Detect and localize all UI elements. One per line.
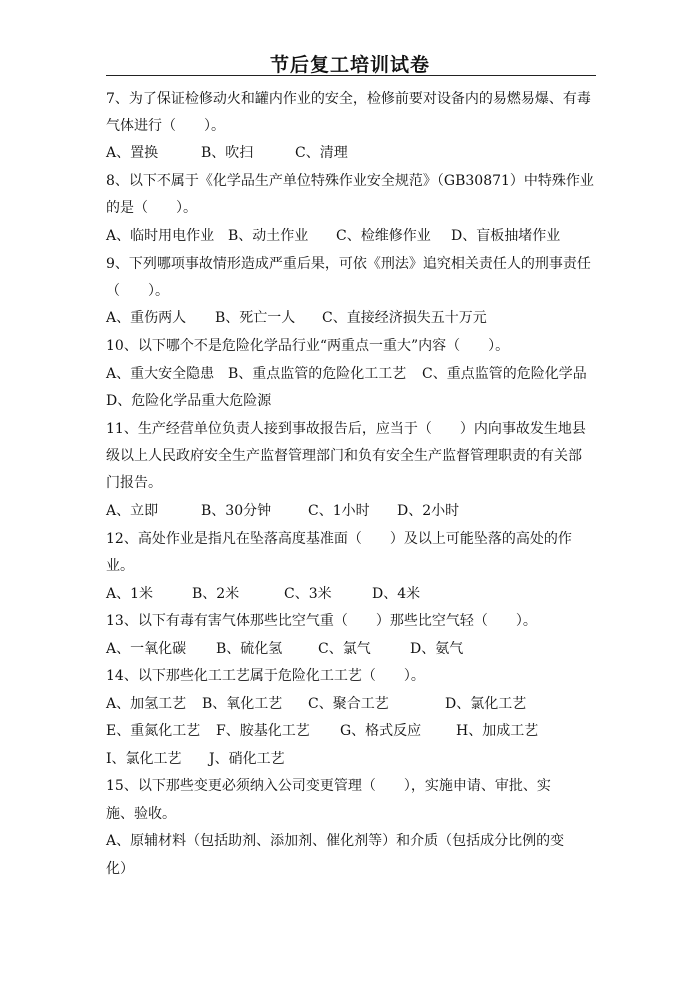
option-j: J、硝化工艺: [209, 751, 285, 767]
question-8-options: [106, 225, 596, 247]
question-11-stem-line-1: 11、生产经营单位负责人接到事故报告后，应当于（ ）内向事故发生地县: [106, 421, 586, 437]
option-d: D、盲板抽堵作业: [451, 228, 561, 244]
question-10-options-line-1: [106, 363, 596, 385]
option-d: D、氯化工艺: [445, 696, 527, 712]
option-b: B、动土作业: [228, 228, 309, 244]
option-b: B、2米: [192, 586, 240, 602]
question-15-stem-line-2: 施、验收。: [106, 806, 176, 822]
option-a: A、1米: [106, 586, 154, 602]
option-c: C、重点监管的危险化学品: [422, 366, 587, 382]
question-7-options: [106, 142, 596, 164]
option-e: E、重氮化工艺: [106, 723, 201, 739]
option-b: B、硫化氢: [216, 641, 283, 657]
question-14-stem-line-1: 14、以下那些化工工艺属于危险化工工艺（ ）。: [106, 668, 425, 684]
option-b: B、氧化工艺: [202, 696, 283, 712]
question-10-stem-line-1: 10、以下哪个不是危险化学品行业“两重点一重大”内容（ ）。: [106, 338, 510, 354]
question-11-stem-line-3: 门报告。: [106, 475, 162, 491]
option-i: I、氯化工艺: [106, 751, 182, 767]
option-g: G、格式反应: [340, 723, 422, 739]
option-b: B、重点监管的危险化工工艺: [228, 366, 407, 382]
question-12-stem-line-1: 12、高处作业是指凡在坠落高度基准面（ ）及以上可能坠落的高处的作: [106, 531, 572, 547]
option-d: D、2小时: [397, 503, 460, 519]
exam-title: 节后复工培训试卷: [269, 54, 430, 76]
question-15-stem-line-1: 15、以下那些变更必须纳入公司变更管理（ ），实施申请、审批、实: [106, 778, 551, 794]
option-a: A、加氢工艺: [106, 696, 187, 712]
title-underline: [106, 75, 596, 76]
question-8-stem-line-1: 8、以下不属于《化学品生产单位特殊作业安全规范》（GB30871）中特殊作业: [106, 173, 594, 189]
option-d: D、氨气: [410, 641, 464, 657]
question-11-stem-line-2: 级以上人民政府安全生产监督管理部门和负有安全生产监督管理职责的有关部: [106, 448, 582, 464]
question-15-option-a-line-1: A、原辅材料（包括助剂、添加剂、催化剂等）和介质（包括成分比例的变: [106, 833, 565, 849]
question-9-stem-line-2: （ ）。: [106, 283, 169, 299]
option-c: C、3米: [284, 586, 332, 602]
question-13-options: [106, 638, 596, 660]
option-c: C、1小时: [308, 503, 370, 519]
option-b: B、死亡一人: [215, 310, 296, 326]
question-12-stem-line-2: 业。: [106, 558, 134, 574]
option-a: A、一氧化碳: [106, 641, 187, 657]
question-14-options-line-3: [106, 748, 596, 770]
option-a: A、重大安全隐患: [106, 366, 215, 382]
option-a: A、重伤两人: [106, 310, 187, 326]
option-b: B、吹扫: [201, 145, 254, 161]
option-f: F、胺基化工艺: [216, 723, 310, 739]
question-10-options-line-2: D、危险化学品重大危险源: [106, 393, 272, 409]
option-a: A、临时用电作业: [106, 228, 215, 244]
option-a: A、置换: [106, 145, 159, 161]
option-a: A、立即: [106, 503, 159, 519]
question-9-options: [106, 307, 596, 329]
question-14-options-line-1: [106, 693, 596, 715]
option-c: C、聚合工艺: [308, 696, 389, 712]
question-12-options: [106, 583, 596, 605]
option-d: D、4米: [372, 586, 421, 602]
question-9-stem-line-1: 9、下列哪项事故情形造成严重后果，可依《刑法》追究相关责任人的刑事责任: [106, 256, 591, 272]
question-7-stem-line-1: 7、为了保证检修动火和罐内作业的安全，检修前要对设备内的易燃易爆、有毒: [106, 91, 591, 107]
option-b: B、30分钟: [201, 503, 272, 519]
question-11-options: [106, 500, 596, 522]
question-15-option-a-line-2: 化）: [106, 861, 134, 877]
option-h: H、加成工艺: [456, 723, 539, 739]
question-7-stem-line-2: 气体进行（ ）。: [106, 118, 225, 134]
question-14-options-line-2: [106, 720, 596, 742]
option-c: C、氯气: [318, 641, 371, 657]
question-13-stem-line-1: 13、以下有毒有害气体那些比空气重（ ）那些比空气轻（ ）。: [106, 613, 537, 629]
option-c: C、直接经济损失五十万元: [322, 310, 487, 326]
option-c: C、清理: [295, 145, 348, 161]
question-8-stem-line-2: 的是（ ）。: [106, 200, 197, 216]
option-c: C、检维修作业: [336, 228, 431, 244]
